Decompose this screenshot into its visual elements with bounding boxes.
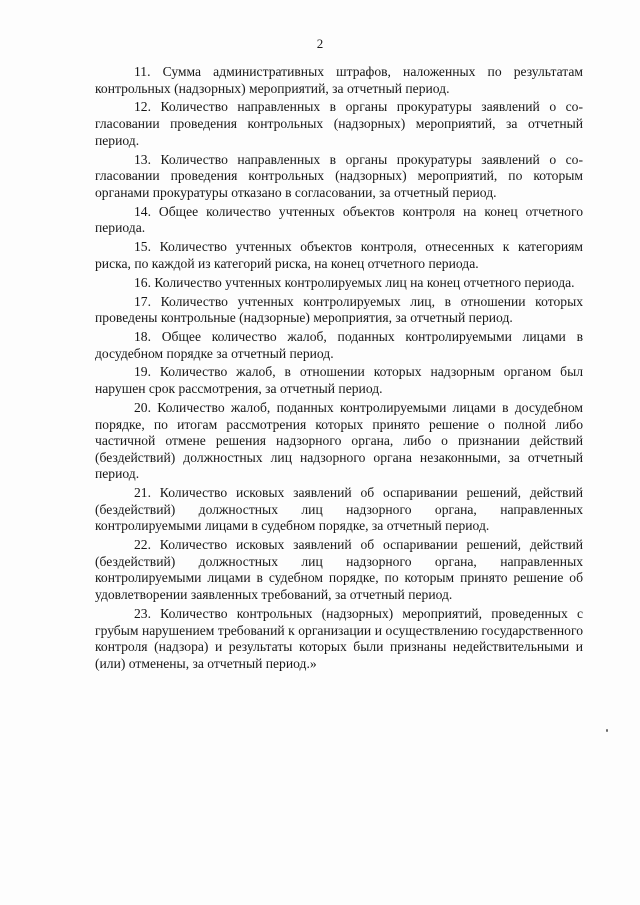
paragraph-17: 17. Количество учтенных контролируемых лиц, в отношении которых проведены контрольные (надзорные) мероприятия, за отчетный период. — [95, 293, 583, 326]
paragraph-20: 20. Количество жалоб, поданных контролируемыми лицами в досудебном порядке, по итогам рассмотрения которых принято решение о полной либо частичной отмене решения надзорного органа, либо о признании действий (бездействий) должностных лиц надзорного органа незаконными, за отчетный период. — [95, 399, 583, 482]
paragraph-22: 22. Количество исковых заявлений об оспаривании решений, действий (бездействий) должностных лиц надзорного органа, направленных контролируемыми лицами в судебном порядке, по которым принято решение об удовлетворении заявленных требований, за отчетный период. — [95, 537, 583, 603]
paragraph-14: 14. Общее количество учтенных объектов контроля на конец отчетного периода. — [95, 203, 583, 236]
paragraph-19: 19. Количество жалоб, в отношении которых надзорным органом был нарушен срок рассмотрения, за отчетный период. — [95, 364, 583, 397]
paragraph-13: 13. Количество направленных в органы прокуратуры заявлений о согласовании проведения контрольных (надзорных) мероприятий, по которым органами прокуратуры отказано в согласовании, за отчетный период. — [95, 151, 583, 200]
paragraph-23: 23. Количество контрольных (надзорных) мероприятий, проведенных с грубым нарушением требований к организации и осуществлению государственного контроля (надзора) и результаты которых были признаны недействительными и (или) отменены, за отчетный период.» — [95, 605, 583, 671]
paragraph-16: 16. Количество учтенных контролируемых лиц на конец отчетного периода. — [134, 274, 575, 290]
paragraph-12: 12. Количество направленных в органы прокуратуры заявлений о согласовании проведения контрольных (надзорных) мероприятий, за отчетный период. — [95, 99, 583, 148]
paragraph-18: 18. Общее количество жалоб, поданных контролируемыми лицами в досудебном порядке за отчетный период. — [95, 328, 583, 361]
page-number: 2 — [316, 36, 324, 51]
paragraph-11: 11. Сумма административных штрафов, наложенных по результатам контрольных (надзорных) мероприятий, за отчетный период. — [95, 64, 583, 96]
scan-speck — [606, 729, 608, 732]
document-body — [95, 64, 583, 675]
paragraph-15: 15. Количество учтенных объектов контроля, отнесенных к категориям риска, по каждой из категорий риска, на конец отчетного периода. — [95, 239, 583, 271]
paragraph-21: 21. Количество исковых заявлений об оспаривании решений, действий (бездействий) должностных лиц надзорного органа, направленных контролируемыми лицами в судебном порядке, за отчетный период. — [95, 485, 583, 534]
